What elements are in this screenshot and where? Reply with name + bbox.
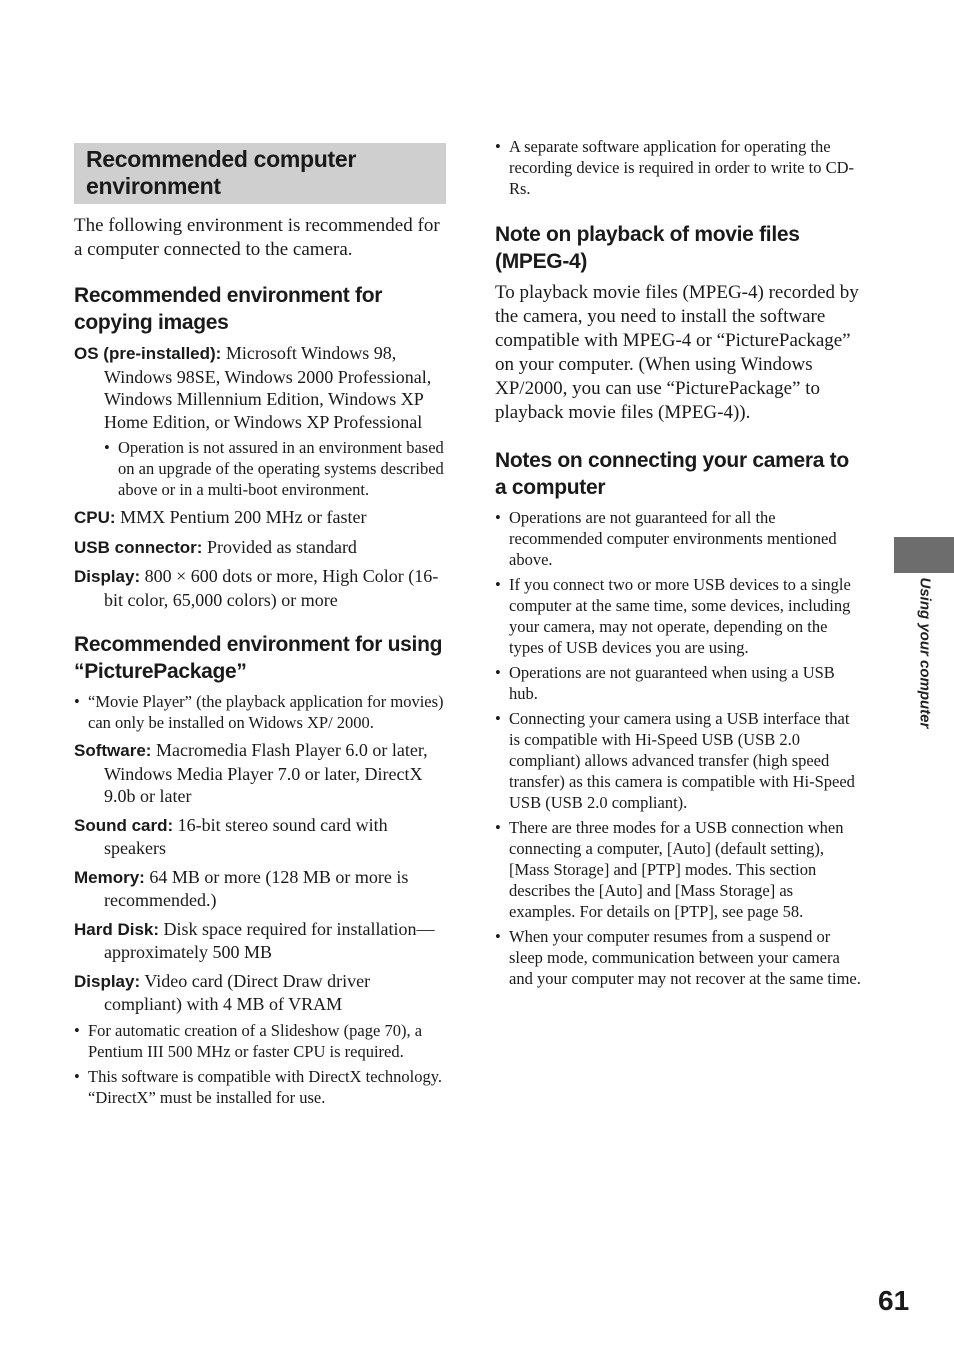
memory-term: Memory:: [74, 867, 145, 887]
mpeg-paragraph: To playback movie files (MPEG-4) recorded by the camera, you need to install the software compatible with MPEG-4 or “PicturePackage” on your computer. (When using Windows XP/2000, you can use “PicturePackage” to playback movie files (MPEG-4)).: [495, 282, 859, 423]
list-item: • Connecting your camera using a USB interface that is compatible with Hi-Speed USB (USB 2.0 compliant) allows advanced transfer (high speed transfer) as this camera is compatible with Hi-Speed USB (USB 2.0 compliant).: [495, 708, 863, 813]
sound-card-requirement: [74, 814, 446, 860]
chapter-tab: [894, 537, 954, 573]
intro-paragraph: The following environment is recommended for a computer connected to the camera.: [74, 215, 440, 260]
sound-card-value: 16-bit stereo sound card with speakers: [104, 814, 388, 858]
mpeg-heading: Note on playback of movie files (MPEG-4): [495, 223, 800, 273]
software-term: Software:: [74, 741, 152, 760]
list-item: • When your computer resumes from a suspend or sleep mode, communication between your camera and your computer may not recover at the same time.: [495, 926, 863, 989]
cpu-requirement: [74, 506, 446, 530]
page-number: 61: [878, 1285, 910, 1316]
connecting-notes: [495, 507, 863, 989]
cdr-note: [495, 136, 863, 199]
list-item: • There are three modes for a USB connection when connecting a computer, [Auto] (default setting), [Mass Storage] and [PTP] modes. This section describes the [Auto] and [Mass Storage] as examples. For details on [PTP], see page 58.: [495, 817, 863, 922]
list-item: • Operation is not assured in an environment based on an upgrade of the operating systems described above or in a multi-boot environment.: [104, 437, 446, 500]
video-display-requirement: [74, 970, 446, 1016]
os-value: Microsoft Windows 98, Windows 98SE, Windows 2000 Professional, Windows Millennium Edition, Windows XP Home Edition, or Windows XP Professional: [104, 343, 432, 432]
list-item: • For automatic creation of a Slideshow (page 70), a Pentium III 500 MHz or faster CPU is required.: [74, 1020, 446, 1062]
os-term: OS (pre-installed):: [74, 344, 222, 363]
usb-value: Provided as standard: [206, 536, 357, 557]
video-display-term: Display:: [74, 971, 141, 991]
list-item: • If you connect two or more USB devices to a single computer at the same time, some devices, including your camera, may not operate, depending on the types of USB devices you are using.: [495, 574, 863, 658]
usb-requirement: [74, 536, 446, 560]
picturepackage-notes-top: [74, 691, 446, 733]
section-title: Recommended computer environment: [74, 143, 446, 204]
os-notes: [104, 437, 446, 500]
display-term: Display:: [74, 567, 141, 586]
left-column: [74, 143, 446, 1112]
memory-requirement: [74, 866, 446, 912]
hard-disk-requirement: [74, 918, 446, 964]
memory-value: 64 MB or more (128 MB or more is recommended.): [104, 866, 409, 910]
display-requirement: [74, 565, 446, 611]
os-requirement: [74, 342, 446, 433]
hard-disk-value: Disk space required for installation—approximately 500 MB: [104, 918, 435, 962]
list-item: • A separate software application for operating the recording device is required in order to write to CD-Rs.: [495, 136, 863, 199]
display-value: 800 × 600 dots or more, High Color (16-bit color, 65,000 colors) or more: [104, 566, 439, 610]
software-requirement: [74, 739, 446, 808]
right-column: [495, 132, 863, 993]
video-display-value: Video card (Direct Draw driver compliant) with 4 MB of VRAM: [104, 970, 371, 1014]
picturepackage-notes-bottom: [74, 1020, 446, 1108]
software-value: Macromedia Flash Player 6.0 or later, Windows Media Player 7.0 or later, DirectX 9.0b or later: [104, 740, 428, 806]
list-item: • This software is compatible with DirectX technology. “DirectX” must be installed for use.: [74, 1066, 446, 1108]
picturepackage-heading: Recommended environment for using “PicturePackage”: [74, 633, 443, 683]
usb-term: USB connector:: [74, 537, 203, 557]
copy-images-heading: Recommended environment for copying images: [74, 284, 383, 334]
list-item: • “Movie Player” (the playback application for movies) can only be installed on Widows XP/ 2000.: [74, 691, 446, 733]
cpu-term: CPU:: [74, 508, 116, 527]
list-item: • Operations are not guaranteed for all the recommended computer environments mentioned above.: [495, 507, 863, 570]
list-item: • Operations are not guaranteed when using a USB hub.: [495, 662, 863, 704]
chapter-label-text: Using your computer: [916, 577, 934, 729]
connecting-heading: Notes on connecting your camera to a computer: [495, 449, 849, 499]
hard-disk-term: Hard Disk:: [74, 919, 160, 939]
sound-card-term: Sound card:: [74, 815, 174, 835]
chapter-side-label: [914, 577, 936, 760]
cpu-value: MMX Pentium 200 MHz or faster: [120, 507, 367, 527]
